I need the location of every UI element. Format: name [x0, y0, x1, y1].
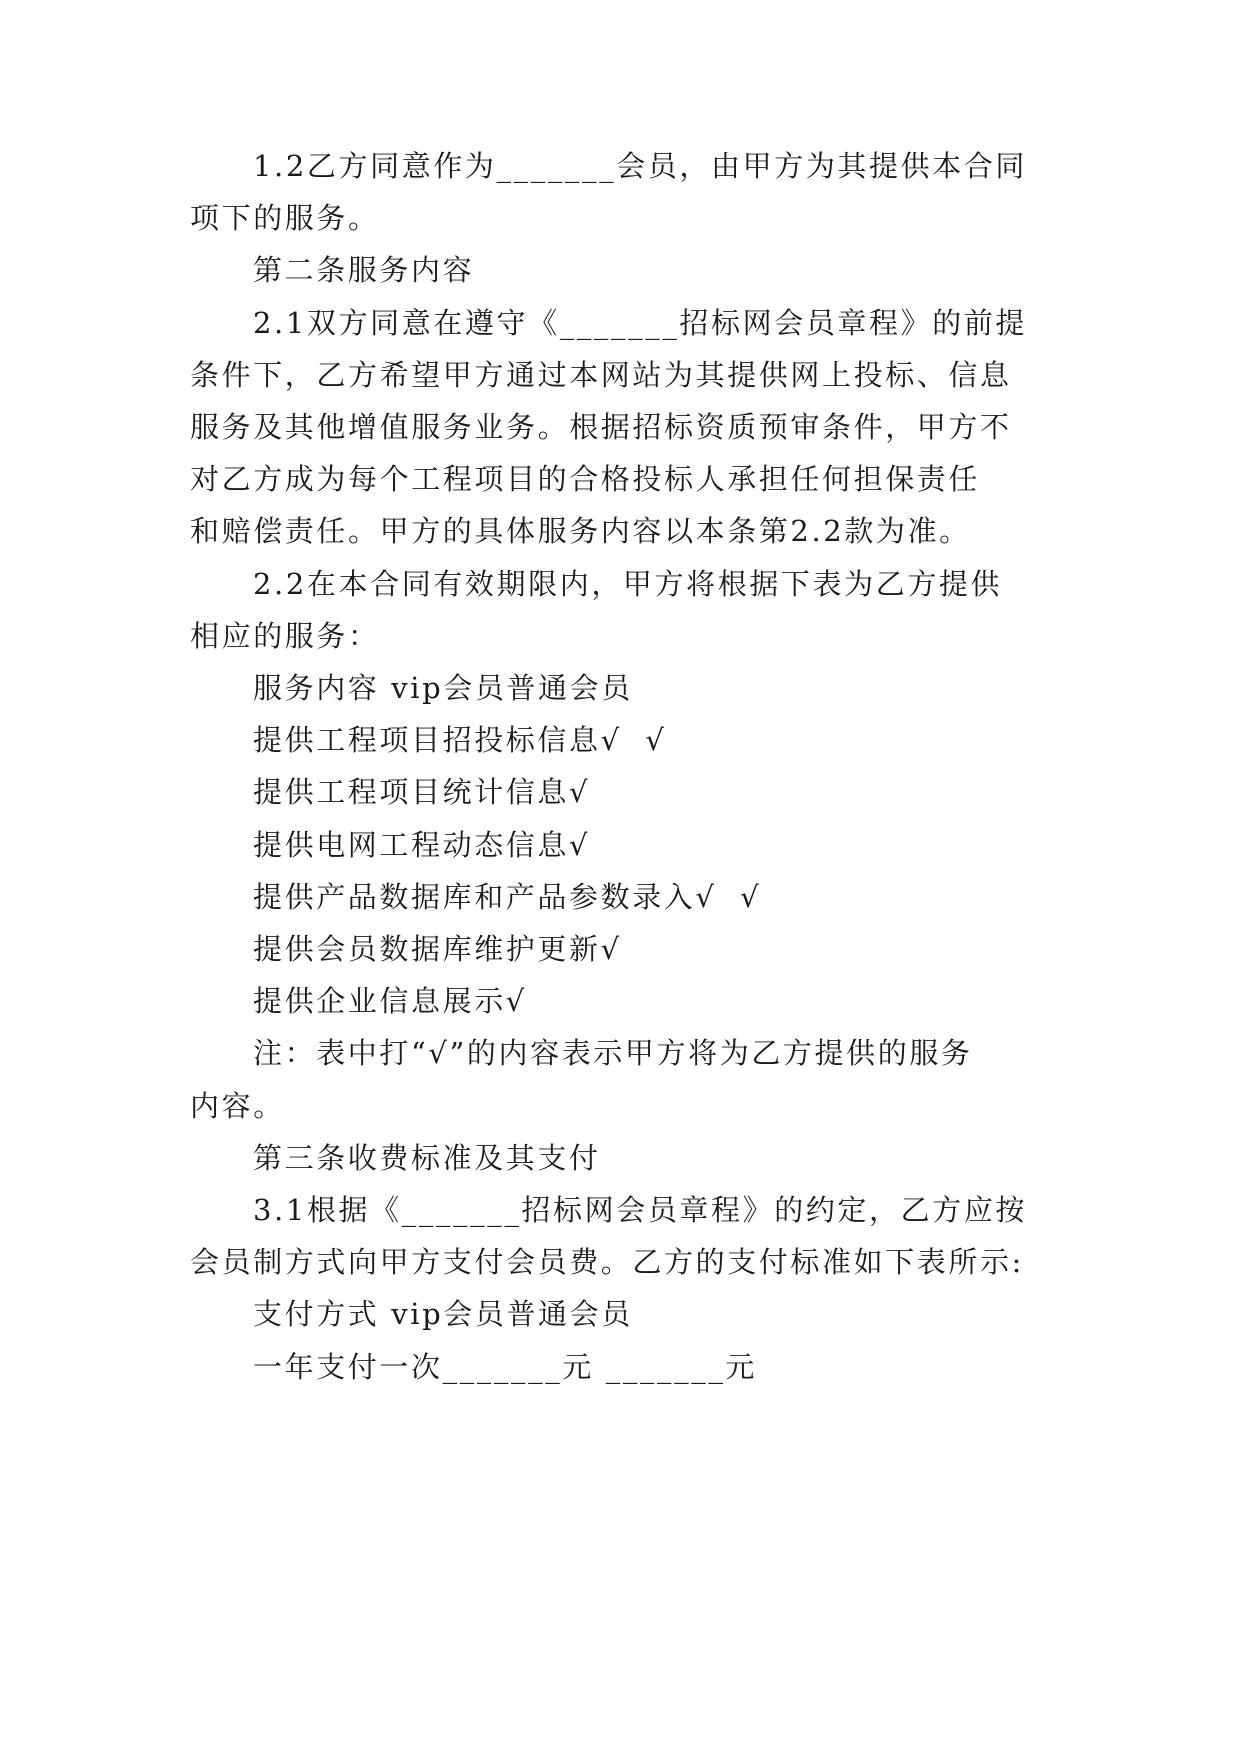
service-row: 提供工程项目招投标信息√ √ — [253, 723, 667, 757]
service-row: 提供电网工程动态信息√ — [253, 828, 591, 862]
clause-2-2-line-1: 2.2在本合同有效期限内，甲方将根据下表为乙方提供 — [253, 567, 1003, 601]
payment-table-header: 支付方式 vip会员普通会员 — [253, 1297, 633, 1331]
clause-2-2-line-2: 相应的服务： — [190, 619, 380, 653]
clause-2-1-line-1: 2.1双方同意在遵守《_______招标网会员章程》的前提 — [253, 306, 1028, 340]
table-note-line-1: 注：表中打“√”的内容表示甲方将为乙方提供的服务 — [253, 1036, 973, 1070]
article-2-heading: 第二条服务内容 — [253, 253, 475, 287]
article-3-heading: 第三条收费标准及其支付 — [253, 1141, 601, 1175]
clause-2-1-line-5: 和赔偿责任。甲方的具体服务内容以本条第2.2款为准。 — [190, 514, 971, 548]
payment-row: 一年支付一次_______元 _______元 — [253, 1350, 758, 1384]
clause-1-2-line-1: 1.2乙方同意作为_______会员，由甲方为其提供本合同 — [253, 149, 1028, 183]
clause-2-1-line-4: 对乙方成为每个工程项目的合格投标人承担任何担保责任 — [190, 462, 981, 496]
service-row: 提供工程项目统计信息√ — [253, 775, 591, 809]
clause-2-1-line-2: 条件下，乙方希望甲方通过本网站为其提供网上投标、信息 — [190, 358, 1012, 392]
clause-3-1-line-2: 会员制方式向甲方支付会员费。乙方的支付标准如下表所示: — [190, 1245, 1024, 1279]
clause-1-2-line-2: 项下的服务。 — [190, 201, 380, 235]
service-row: 提供企业信息展示√ — [253, 984, 527, 1018]
service-row: 提供产品数据库和产品参数录入√ √ — [253, 880, 762, 914]
service-table-header: 服务内容 vip会员普通会员 — [253, 671, 633, 705]
clause-3-1-line-1: 3.1根据《_______招标网会员章程》的约定，乙方应按 — [253, 1193, 1028, 1227]
clause-2-1-line-3: 服务及其他增值服务业务。根据招标资质预审条件，甲方不 — [190, 410, 1012, 444]
service-row: 提供会员数据库维护更新√ — [253, 932, 622, 966]
table-note-line-2: 内容。 — [190, 1089, 285, 1123]
